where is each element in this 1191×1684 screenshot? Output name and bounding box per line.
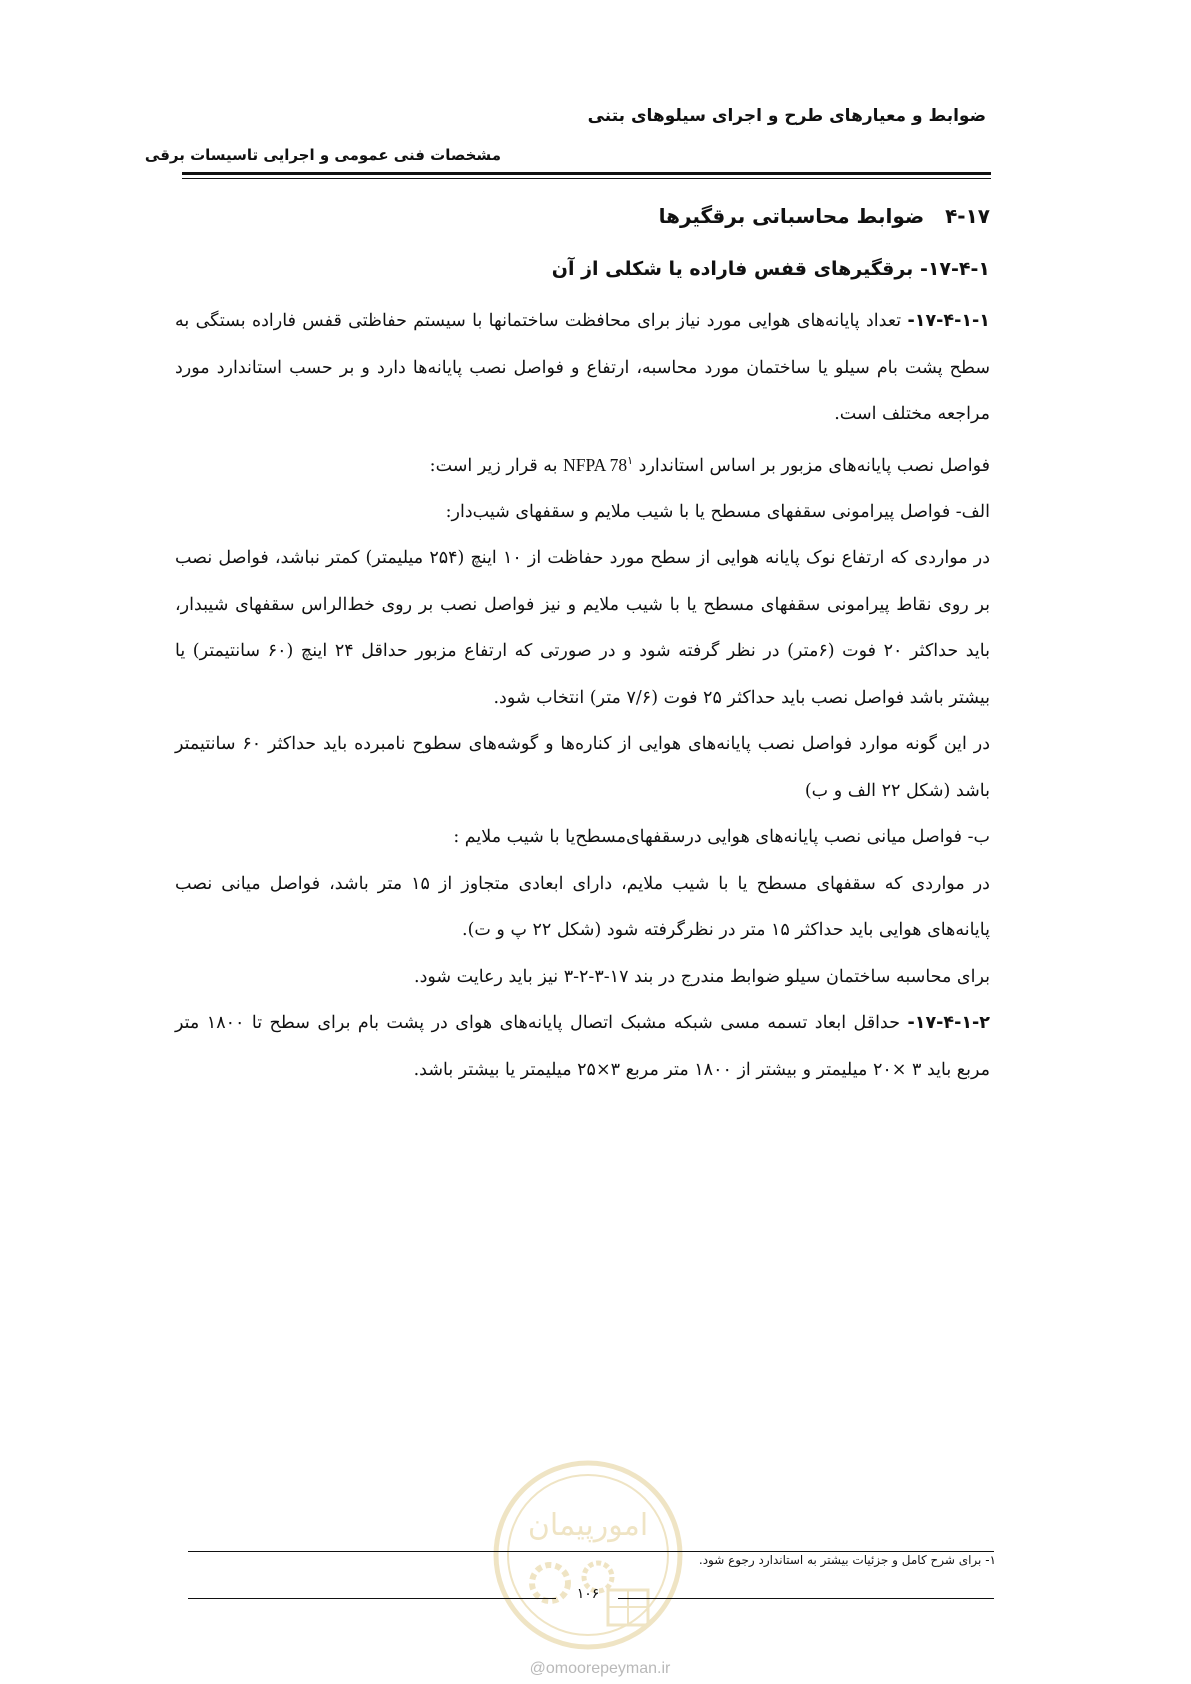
paragraph-2 (175, 438, 990, 489)
paragraph-3: در مواردی که ارتفاع نوک پایانه هوایی از سطح مورد حفاظت از ۱۰ اینچ (۲۵۴ میلیمتر) کمتر نباشد، فواصل نصب بر روی نقاط پیرامونی سقفهای مسطح یا با شیب ملایم و نیز فواصل نصب بر روی خط‌الراس سقفهای شیبدار، باید حداکثر ۲۰ فوت (۶متر) در نظر گرفته شود و در صورتی که ارتفاع مزبور حداقل ۲۴ اینچ (۶۰ سانتیمتر) یا بیشتر باشد فواصل نصب باید حداکثر ۲۵ فوت (۷/۶ متر) انتخاب شود. (175, 548, 991, 708)
subsection-title: برقگیرهای قفس فاراده یا شکلی از آن (551, 258, 914, 280)
paragraph-7 (175, 1000, 990, 1093)
paragraph-5: در مواردی که سقفهای مسطح یا با شیب ملایم، دارای ابعادی متجاوز از ۱۵ متر باشد، فواصل میانی نصب پایانه‌های هوایی باید حداکثر ۱۵ متر در نظرگرفته شود (شکل ۲۲ پ و ت). (175, 873, 990, 941)
subsection-heading (175, 240, 990, 298)
paragraph-2-before: فواصل نصب پایانه‌های مزبور بر اساس استاندارد (638, 455, 990, 476)
watermark-site: @omoorepeyman.ir (529, 1660, 671, 1677)
section-title: ضوابط محاسباتی برقگیرها (658, 204, 925, 228)
paragraph-1 (175, 298, 990, 438)
heading-b: ب- فواصل میانی نصب پایانه‌های هوایی درسقفهای‌مسطح‌یا با شیب ملایم : (453, 827, 990, 848)
section-heading (175, 192, 990, 240)
paragraph-4: در این گونه موارد فواصل نصب پایانه‌های هوایی از کناره‌ها و گوشه‌های سطوح نامبرده باید حداکثر ۶۰ سانتیمتر باشد (شکل ۲۲ الف و ب) (175, 734, 990, 801)
paragraph-7-number: ۱۷-۴-۱-۲- (907, 1013, 990, 1034)
footnote-rule (188, 1551, 994, 1552)
running-header-subtitle: مشخصات فنی عمومی و اجرایی تاسیسات برقی (144, 146, 501, 164)
page-number: ۱۰۶ (576, 1586, 600, 1602)
paragraph-1-text: تعداد پایانه‌های هوایی مورد نیاز برای محافظت ساختمانها با سیستم حفاظتی قفس فاراده بستگی به سطح پشت بام سیلو یا ساختمان مورد محاسبه، ارتفاع و فواصل نصب پایانه‌ها دارد و بر حسب استاندارد مورد مراجعه مختلف است. (175, 311, 990, 424)
page-number-rule-right (618, 1598, 994, 1599)
paragraph-1-number: ۱۷-۴-۱-۱- (907, 311, 990, 331)
footnote-text: ۱- برای شرح کامل و جزئیات بیشتر به استاندارد رجوع شود. (698, 1553, 996, 1567)
paragraph-2-after: به قرار زیر است: (429, 455, 558, 476)
header-rule-thin (182, 178, 991, 179)
header-rule-thick (182, 172, 991, 175)
footnote-mark: ۱ (627, 453, 634, 467)
running-header-title: ضوابط و معیارهای طرح و اجرای سیلوهای بتنی (587, 106, 986, 126)
paragraph-7-text: حداقل ابعاد تسمه مسی شبکه مشبک اتصال پایانه‌های هوای در پشت بام برای سطح تا ۱۸۰۰ متر مربع باید ۳ ×۲۰ میلیمتر و بیشتر از ۱۸۰۰ متر مربع ۳×۲۵ میلیمتر یا بیشتر باشد. (175, 1013, 990, 1080)
section-number: ۴-۱۷ (945, 204, 990, 228)
paragraph-6: برای محاسبه ساختمان سیلو ضوابط مندرج در بند ۱۷-۳-۲-۳ نیز باید رعایت شود. (414, 966, 990, 987)
standard-name: NFPA 78 (563, 454, 628, 475)
page-number-rule-left (188, 1598, 556, 1599)
subsection-number: ۱۷-۴-۱- (919, 258, 990, 280)
page-body (175, 192, 990, 1093)
heading-a: الف- فواصل پیرامونی سقفهای مسطح یا با شیب ملایم و سقفهای شیب‌دار: (445, 501, 990, 522)
watermark-logo-text: امورپیمان (527, 1508, 649, 1543)
